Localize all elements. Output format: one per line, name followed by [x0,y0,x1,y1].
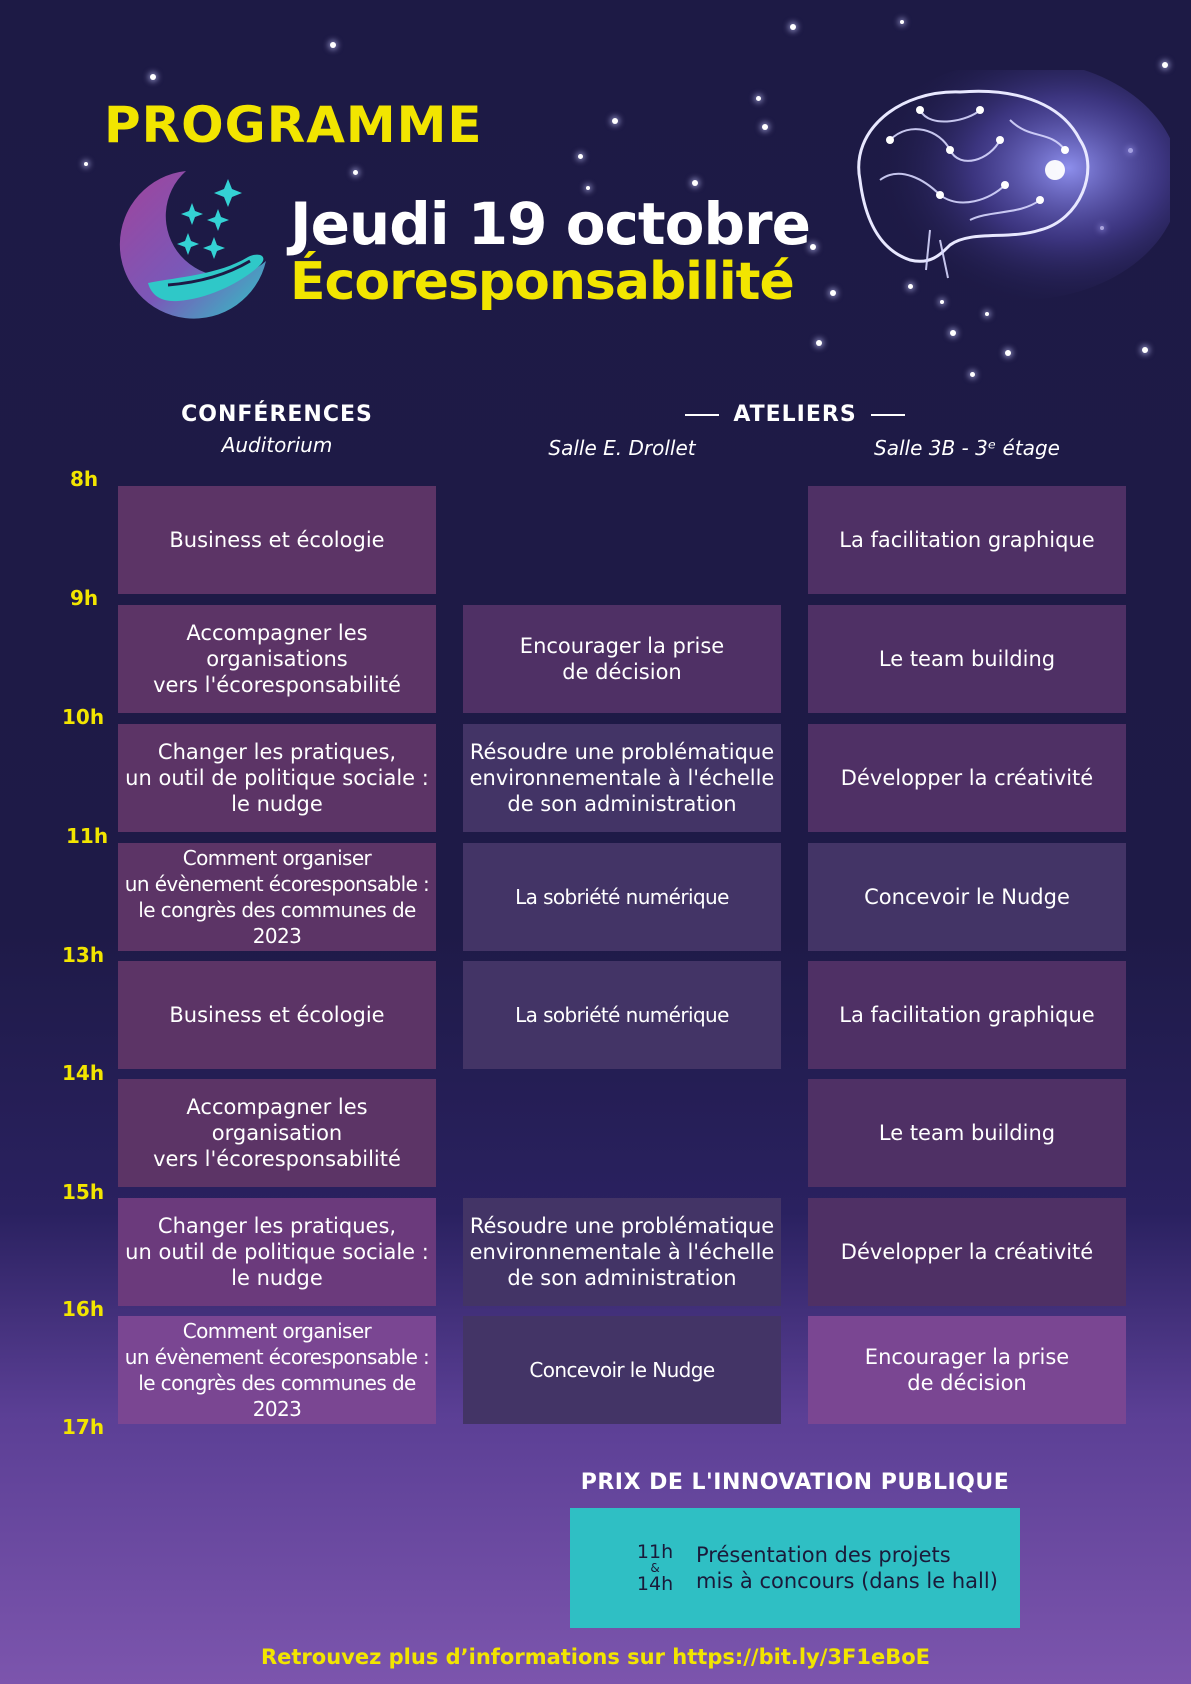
atelier-drollet-session: Concevoir le Nudge [463,1316,781,1424]
page-title: PROGRAMME [104,96,483,154]
atelier-3b-session: La facilitation graphique [808,486,1126,594]
prize-times [620,1542,690,1594]
event-theme: Écoresponsabilité [290,252,794,312]
atelier-3b-session: Le team building [808,605,1126,713]
hour-label: 13h [62,943,105,967]
conferences-title: CONFÉRENCES [181,402,373,427]
atelier-3b-session: Le team building [808,1079,1126,1187]
prize-description: Présentation des projets mis à concours (dans le hall) [696,1543,998,1593]
conference-session: Changer les pratiques, un outil de politique sociale : le nudge [118,724,436,832]
hour-label: 10h [62,705,105,729]
conference-session: Changer les pratiques, un outil de politique sociale : le nudge [118,1198,436,1306]
prize-box [570,1508,1020,1628]
divider-line [685,414,719,416]
conference-session: Accompagner les organisation vers l'écoresponsabilité [118,1079,436,1187]
atelier-3b-session: Concevoir le Nudge [808,843,1126,951]
hour-label: 16h [62,1297,105,1321]
conference-session: Accompagner les organisations vers l'écoresponsabilité [118,605,436,713]
hour-label: 8h [70,467,99,491]
conference-session: Comment organiser un évènement écoresponsable : le congrès des communes de 2023 [118,843,436,951]
hour-label: 11h [66,824,109,848]
hour-label: 15h [62,1180,105,1204]
atelier-drollet-session: Encourager la prise de décision [463,605,781,713]
hour-label: 17h [62,1415,105,1439]
divider-line [871,414,905,416]
ateliers-header [463,402,1127,427]
atelier-drollet-session: Résoudre une problématique environnementale à l'échelle de son administration [463,724,781,832]
room-3b: Salle 3B - 3ᵉ étage [874,436,1060,460]
atelier-drollet-session: Résoudre une problématique environnementale à l'échelle de son administration [463,1198,781,1306]
prize-time-ampersand: & [650,1561,660,1575]
atelier-drollet-session: La sobriété numérique [463,961,781,1069]
atelier-3b-session: Développer la créativité [808,1198,1126,1306]
hour-label: 9h [70,586,99,610]
atelier-3b-session: La facilitation graphique [808,961,1126,1069]
prize-time: 14h [636,1573,674,1595]
conference-session: Business et écologie [118,961,436,1069]
prize-title: PRIX DE L'INNOVATION PUBLIQUE [580,1470,1010,1495]
footer-link-text[interactable]: Retrouvez plus d’informations sur https://bit.ly/3F1eBoE [260,1645,930,1669]
prize-time: 11h [636,1541,674,1563]
ateliers-title: ATELIERS [733,402,857,427]
conferences-header [118,402,436,457]
conference-session: Business et écologie [118,486,436,594]
event-date: Jeudi 19 octobre [290,190,810,258]
atelier-drollet-session: La sobriété numérique [463,843,781,951]
ateliers-title-row [463,402,1127,427]
moon-hand-logo-icon [108,165,278,325]
conferences-room: Auditorium [221,433,333,457]
glowing-brain-icon [830,70,1170,330]
conference-session: Comment organiser un évènement écoresponsable : le congrès des communes de 2023 [118,1316,436,1424]
hour-label: 14h [62,1061,105,1085]
atelier-3b-session: Développer la créativité [808,724,1126,832]
atelier-3b-session: Encourager la prise de décision [808,1316,1126,1424]
room-drollet: Salle E. Drollet [548,436,696,460]
